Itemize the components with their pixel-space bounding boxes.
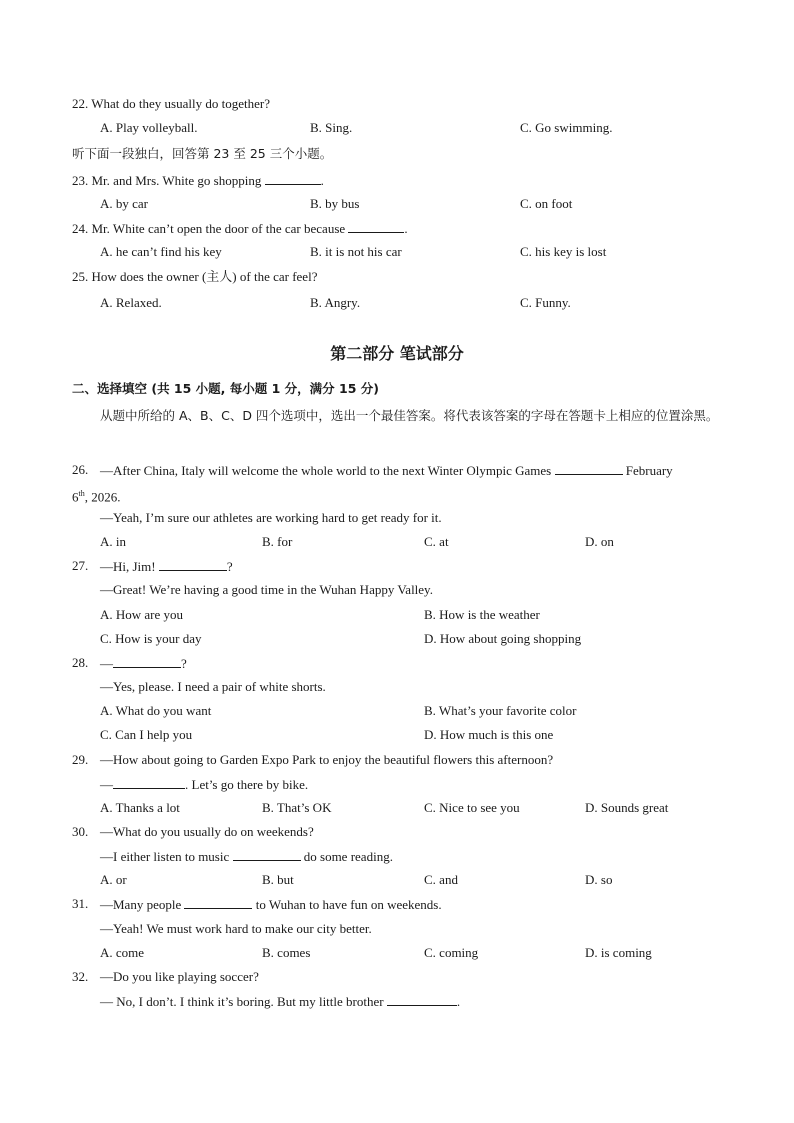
q26-option-d: D. on [585, 534, 614, 549]
q25-option-c: C. Funny. [520, 295, 571, 310]
question-number: 30. [72, 824, 89, 839]
question-29-line: —How about going to Garden Expo Park to enjoy the beautiful flowers this afternoon? [100, 752, 554, 767]
q29-option-d: D. Sounds great [585, 800, 669, 815]
question-32-line: —Do you like playing soccer? [100, 969, 259, 984]
q29-option-a: A. Thanks a lot [100, 800, 180, 815]
answer-blank [113, 655, 181, 668]
question-28-reply: —Yes, please. I need a pair of white shorts. [100, 679, 326, 694]
q22-option-c: C. Go swimming. [520, 120, 613, 135]
q30-option-b: B. but [262, 872, 294, 887]
question-30-line: —What do you usually do on weekends? [100, 824, 314, 839]
q28-option-c: C. Can I help you [100, 727, 193, 742]
answer-blank [113, 776, 185, 789]
q25-option-a: A. Relaxed. [100, 295, 162, 310]
part2-title: 第二部分 笔试部分 [330, 344, 464, 363]
question-number: 31. [72, 896, 89, 911]
q22-option-b: B. Sing. [310, 120, 353, 135]
q24-option-a: A. he can’t find his key [100, 244, 222, 259]
question-23-stem: 23. Mr. and Mrs. White go shopping . [72, 173, 324, 188]
q26-option-c: C. at [424, 534, 449, 549]
q26-option-b: B. for [262, 534, 293, 549]
question-31-line: —Many people to Wuhan to have fun on weekends. [100, 897, 442, 912]
question-number: 26. [72, 462, 89, 477]
question-31-reply: —Yeah! We must work hard to make our city better. [100, 921, 372, 936]
q28-option-b: B. What’s your favorite color [424, 703, 577, 718]
q31-option-c: C. coming [424, 945, 479, 960]
q28-option-a: A. What do you want [100, 703, 212, 718]
question-29-reply: — . Let’s go there by bike. [100, 777, 309, 792]
answer-blank [233, 848, 301, 861]
q24-option-c: C. his key is lost [520, 244, 607, 259]
q31-option-a: A. come [100, 945, 145, 960]
question-number: 32. [72, 969, 89, 984]
answer-blank [348, 220, 404, 233]
answer-blank [159, 558, 227, 571]
q22-option-a: A. Play volleyball. [100, 120, 198, 135]
question-26-date: 6th, 2026. [72, 489, 121, 505]
q27-option-c: C. How is your day [100, 631, 202, 646]
answer-blank [387, 993, 457, 1006]
question-22-stem: 22. What do they usually do together? [72, 96, 270, 111]
q24-option-b: B. it is not his car [310, 244, 402, 259]
monologue-instruction: 听下面一段独白，回答第 23 至 25 三个小题。 [72, 146, 333, 161]
question-27-reply: —Great! We’re having a good time in the Wuhan Happy Valley. [100, 582, 433, 597]
answer-blank [555, 462, 623, 475]
q23-option-b: B. by bus [310, 196, 360, 211]
question-number: 28. [72, 655, 89, 670]
question-number: 29. [72, 752, 89, 767]
q26-option-a: A. in [100, 534, 126, 549]
q27-option-d: D. How about going shopping [424, 631, 582, 646]
q23-option-c: C. on foot [520, 196, 573, 211]
question-27-line: —Hi, Jim! ? [100, 559, 233, 574]
section-heading: 二、选择填空 (共 15 小题, 每小题 1 分，满分 15 分) [72, 381, 379, 396]
answer-blank [265, 172, 321, 185]
question-26-line: —After China, Italy will welcome the whole world to the next Winter Olympic Games February [100, 463, 673, 478]
section-instruction: 从题中所给的 A、B、C、D 四个选项中，选出一个最佳答案。将代表该答案的字母在答题卡上相应的位置涂黑。 [100, 408, 719, 423]
q30-option-d: D. so [585, 872, 613, 887]
q30-option-a: A. or [100, 872, 127, 887]
answer-blank [184, 896, 252, 909]
q23-option-a: A. by car [100, 196, 149, 211]
q31-option-d: D. is coming [585, 945, 652, 960]
q27-option-a: A. How are you [100, 607, 184, 622]
question-32-reply: — No, I don’t. I think it’s boring. But my little brother . [100, 994, 461, 1009]
question-24-stem: 24. Mr. White can’t open the door of the car because . [72, 221, 408, 236]
q28-option-d: D. How much is this one [424, 727, 554, 742]
question-25-stem: 25. How does the owner (主人) of the car feel? [72, 269, 318, 284]
q31-option-b: B. comes [262, 945, 311, 960]
question-number: 27. [72, 558, 89, 573]
q29-option-b: B. That’s OK [262, 800, 332, 815]
question-30-reply: —I either listen to music do some reading. [100, 849, 393, 864]
question-26-reply: —Yeah, I’m sure our athletes are working hard to get ready for it. [100, 510, 442, 525]
q30-option-c: C. and [424, 872, 458, 887]
question-28-line: — ? [100, 656, 187, 671]
q29-option-c: C. Nice to see you [424, 800, 520, 815]
q27-option-b: B. How is the weather [424, 607, 540, 622]
q25-option-b: B. Angry. [310, 295, 361, 310]
